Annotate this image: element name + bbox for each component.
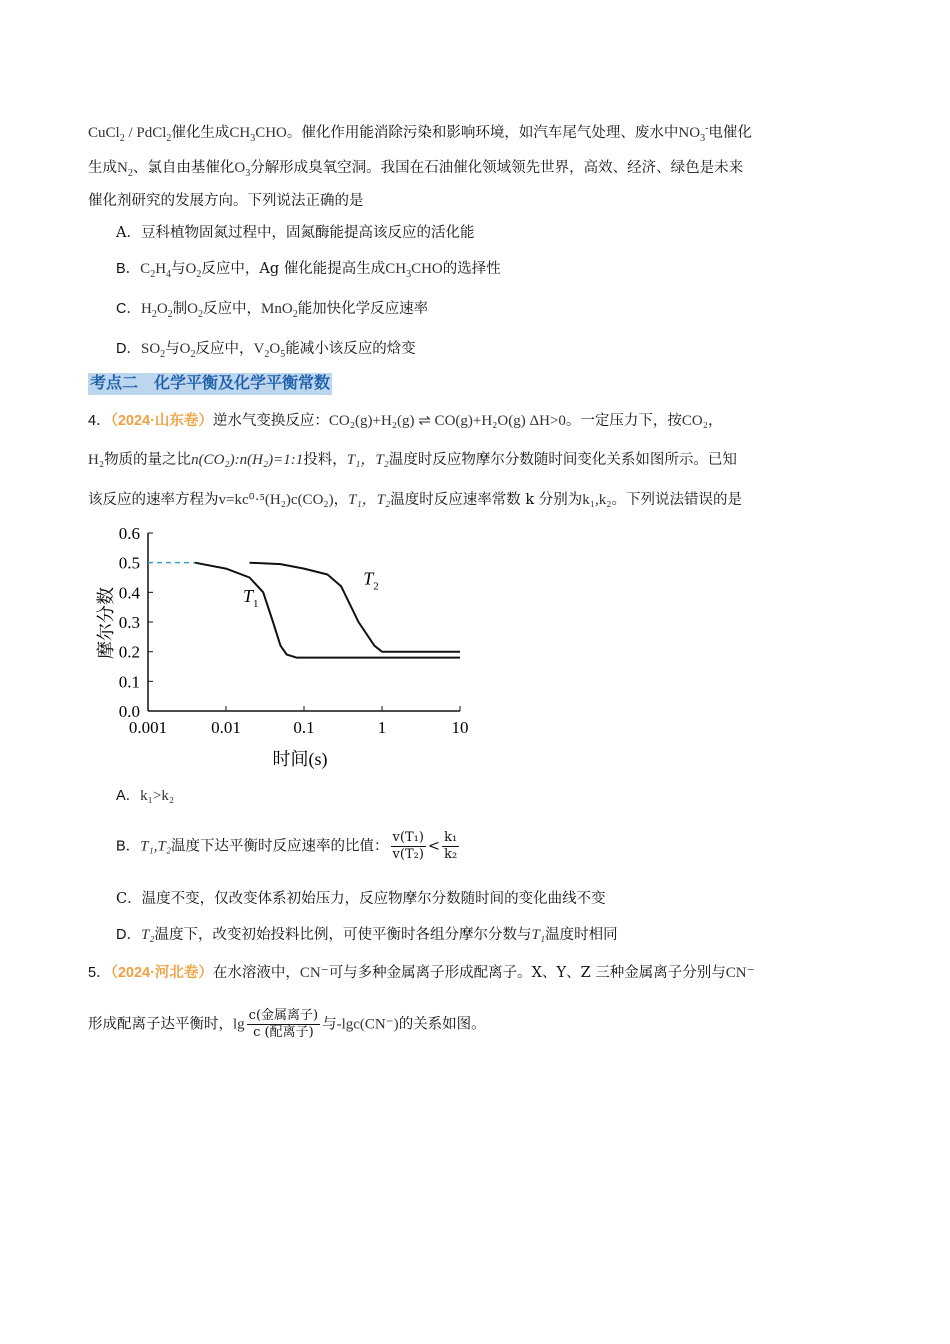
y-tick-label: 0.6 [118,524,140,543]
intro-line-2: 生成$N_2$、氯自由基催化$O_3$分解形成臭氧空洞。我国在石油催化领域领先世界，高效、经济、绿色是未来 [88,160,744,179]
x-tick-label: 0.01 [211,718,241,737]
q4-rate-equation: v=kc⁰·⁵(H₂)c(CO₂) [218,492,334,508]
intro-line-1 [88,118,752,150]
q3-option-c: C．$H_2O_2$制$O_2$反应中，MnO$_2$能加快化学反应速率 [116,301,429,320]
velocity-ratio: $\frac{\text{v(T₁)}}{\text{v(T₂)}}$ [392,830,424,862]
y-tick-label: 0.3 [118,613,140,632]
q4-line-1: 4．（2024·山东卷）逆水气变换反应：CO₂(g)+H₂(g) ⇌ CO(g)+H₂O(g) ΔH>0。一定压力下，按CO₂， [88,413,723,429]
series-label-t2: $T_2$ [363,568,379,593]
q4-source: （2024·山东卷） [110,413,213,429]
x-tick-label: 0.001 [128,718,168,737]
chart-y-label: 摩尔分数 [96,587,116,659]
intro-text: 电催化 [708,125,752,141]
q5-source: （2024·河北卷） [110,965,213,981]
intro-text: 。催化作用能消除污染和影响环境，如汽车尾气处理、废水中 [286,125,679,141]
q4-option-b: B．T₁,T₂温度下达平衡时反应速率的比值： $\frac{\text{v(T₁)}}{\text{v(T₂)}}$ < $\frac{\text{k₁}}{\text{k₂}}$ [116,830,458,862]
q4-ratio: n(CO₂):n(H₂)=1:1 [191,452,304,468]
y-tick-label: 0.1 [118,672,140,692]
x-tick-label: 0.1 [293,718,315,737]
y-tick-label: 0.4 [118,583,140,603]
mole-fraction-chart [80,515,500,780]
series-line-t1 [195,563,460,658]
q3-option-d: D．$SO_2$与$O_2$反应中，$V_2O_5$能减小该反应的焓变 [116,341,416,360]
formula-n2: $N_2$ [117,160,133,179]
formula-ch3cho: $CH_3CHO$ [229,125,287,144]
y-tick-label: 0.5 [118,553,140,573]
y-tick-label: 0.0 [118,702,140,721]
chart-x-label: 时间(s) [272,749,328,769]
formula-cucl2: CuCl$_2$ / PdCl$_2$ [88,125,172,144]
series-label-t1: $T_1$ [242,586,259,610]
q3-option-a: A．豆科植物固氮过程中，固氮酶能提高该反应的活化能 [116,225,475,241]
q5-line-2: 形成配离子达平衡时，lg $\frac{\text{c(金属离子)}}{\text{c (配离子)}}$ 与-lgc(CN⁻)的关系如图。 [88,1008,486,1040]
intro-text: 催化生成 [171,125,230,141]
formula-no3: $NO_3^-$ [678,123,709,144]
formula-o3: $O_3$ [234,160,251,179]
q5-line-1: 5．（2024·河北卷）在水溶液中，CN⁻可与多种金属离子形成配离子。X、Y、Z 三种金属离子分别与CN⁻ [88,965,755,981]
q4-option-d: D．T₂温度下，改变初始投料比例，可使平衡时各组分摩尔分数与T₁温度时相同 [116,927,618,943]
section-title: 考点二 化学平衡及化学平衡常数 [88,373,332,395]
x-tick-label: 1 [377,718,387,737]
q4-option-a: A．k₁>k₂ [116,788,175,804]
q4-option-c: C．温度不变，仅改变体系初始压力，反应物摩尔分数随时间的变化曲线不变 [116,891,606,907]
q4-line-2: H₂物质的量之比n(CO₂):n(H₂)=1:1投料，T₁，T₂温度时反应物摩尔分数随时间变化关系如图所示。已知 [88,452,737,468]
q4-equation: CO₂(g)+H₂(g) ⇌ CO(g)+H₂O(g) ΔH>0 [328,413,566,429]
q4-line-3: 该反应的速率方程为v=kc⁰·⁵(H₂)c(CO₂)，T₁，T₂温度时反应速率常数 k 分别为k₁,k₂。下列说法错误的是 [88,492,742,508]
series-line-t2 [250,563,461,652]
k-ratio: $\frac{\text{k₁}}{\text{k₂}}$ [444,830,458,862]
x-tick-label: 10 [451,718,469,737]
chart-axes [119,524,469,737]
q3-option-b: B．$C_2H_4$与$O_2$反应中，Ag 催化能提高生成$CH_3CHO$的选择性 [116,261,501,280]
y-tick-label: 0.2 [118,642,140,662]
chart-series [148,563,460,658]
q5-fraction: $\frac{\text{c(金属离子)}}{\text{c (配离子)}}$ [248,1008,319,1040]
intro-line-3: 催化剂研究的发展方向。下列说法正确的是 [88,193,364,209]
